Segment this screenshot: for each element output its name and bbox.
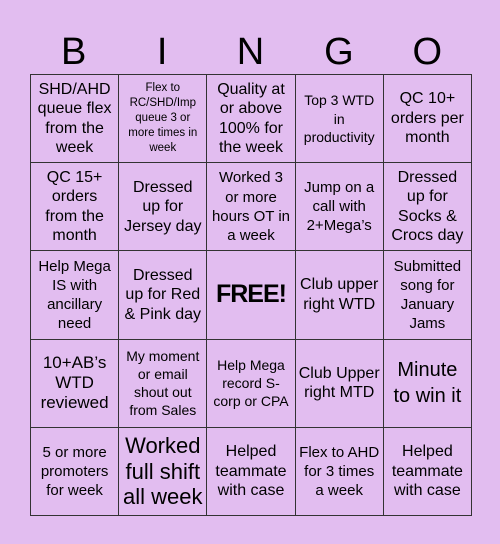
bingo-cell-r4c4[interactable]: Club Upper right MTD: [296, 340, 384, 428]
bingo-cell-r1c1[interactable]: SHD/AHD queue flex from the week: [31, 75, 119, 163]
bingo-cell-r4c3[interactable]: Help Mega record S-corp or CPA: [207, 340, 295, 428]
bingo-cell-r4c1[interactable]: 10+AB’s WTD reviewed: [31, 340, 119, 428]
bingo-cell-r2c3[interactable]: Worked 3 or more hours OT in a week: [207, 163, 295, 251]
header-letter-b: B: [61, 31, 88, 73]
bingo-cell-r4c5[interactable]: Minute to win it: [384, 340, 472, 428]
bingo-header: [30, 30, 472, 74]
bingo-cell-r5c5[interactable]: Helped teammate with case: [384, 428, 472, 516]
header-letter-o: O: [412, 31, 444, 73]
bingo-cell-r2c2[interactable]: Dressed up for Jersey day: [119, 163, 207, 251]
bingo-cell-r1c3[interactable]: Quality at or above 100% for the week: [207, 75, 295, 163]
bingo-cell-r3c4[interactable]: Club upper right WTD: [296, 251, 384, 339]
bingo-cell-r5c1[interactable]: 5 or more promoters for week: [31, 428, 119, 516]
header-letter-g: G: [324, 31, 355, 73]
bingo-cell-r5c3[interactable]: Helped teammate with case: [207, 428, 295, 516]
bingo-cell-r1c4[interactable]: Top 3 WTD in productivity: [296, 75, 384, 163]
bingo-cell-r2c1[interactable]: QC 15+ orders from the month: [31, 163, 119, 251]
bingo-card: [30, 74, 472, 516]
bingo-cell-r1c2[interactable]: Flex to RC/SHD/Imp queue 3 or more times in week: [119, 75, 207, 163]
bingo-cell-r5c2[interactable]: Worked full shift all week: [119, 428, 207, 516]
bingo-cell-r5c4[interactable]: Flex to AHD for 3 times a week: [296, 428, 384, 516]
bingo-cell-r3c1[interactable]: Help Mega IS with ancillary need: [31, 251, 119, 339]
bingo-cell-r3c5[interactable]: Submitted song for January Jams: [384, 251, 472, 339]
bingo-cell-r2c4[interactable]: Jump on a call with 2+Mega’s: [296, 163, 384, 251]
bingo-cell-r3c2[interactable]: Dressed up for Red & Pink day: [119, 251, 207, 339]
bingo-cell-r1c5[interactable]: QC 10+ orders per month: [384, 75, 472, 163]
header-letter-i: I: [156, 31, 169, 73]
header-letter-n: N: [236, 31, 266, 73]
bingo-cell-r2c5[interactable]: Dressed up for Socks & Crocs day: [384, 163, 472, 251]
free-space-cell[interactable]: FREE!: [207, 251, 295, 339]
bingo-cell-r4c2[interactable]: My moment or email shout out from Sales: [119, 340, 207, 428]
